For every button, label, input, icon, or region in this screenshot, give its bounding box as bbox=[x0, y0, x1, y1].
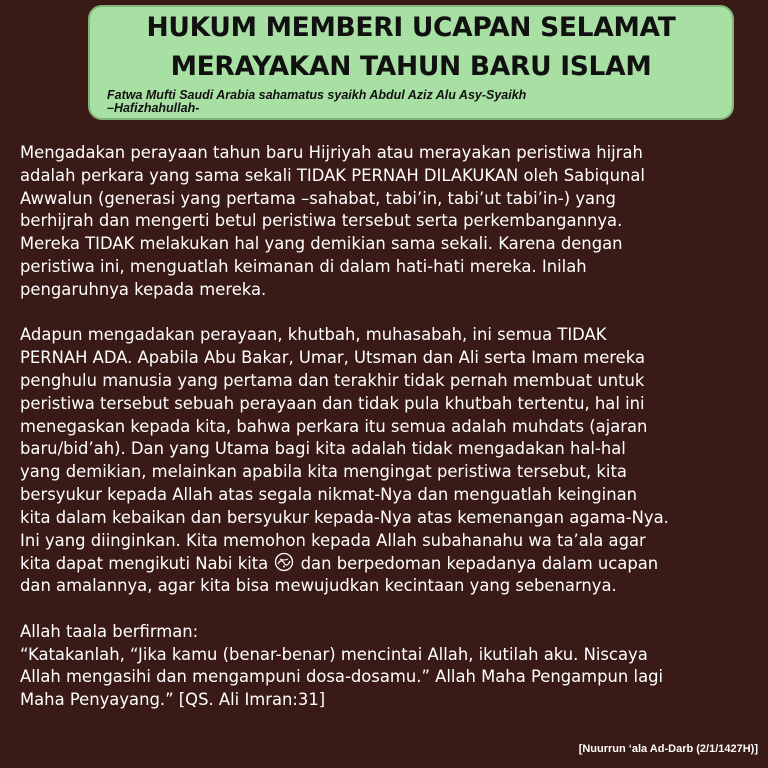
text-line: peristiwa ini, menguatlah keimanan di dalam hati-hati mereka. Inilah bbox=[20, 256, 587, 276]
text-line: Maha Penyayang.” [QS. Ali Imran:31] bbox=[20, 690, 326, 710]
text-line: bersyukur kepada Allah atas segala nikmat-Nya dan menguatlah keinginan bbox=[20, 484, 638, 504]
fatwa-attribution bbox=[107, 89, 727, 119]
source-citation: [Nuurrun ‘ala Ad-Darb (2/1/1427H)] bbox=[578, 743, 758, 755]
text-line: PERNAH ADA. Apabila Abu Bakar, Umar, Utsman dan Ali serta Imam mereka bbox=[20, 348, 646, 368]
paragraph-gap bbox=[20, 302, 752, 325]
text-line: kita dalam kebaikan dan bersyukur kepada-Nya atas kemenangan agama-Nya. bbox=[20, 507, 669, 527]
paragraph-3-quran-quote bbox=[20, 621, 752, 712]
text-line: pengaruhnya kepada mereka. bbox=[20, 279, 267, 299]
text-segment: dan berpedoman kepadanya dalam ucapan bbox=[300, 554, 659, 574]
text-line: Mengadakan perayaan tahun baru Hijriyah atau merayakan peristiwa hijrah bbox=[20, 143, 643, 162]
title-line-1: HUKUM MEMBERI UCAPAN SELAMAT bbox=[146, 12, 676, 43]
text-line: penghulu manusia yang pertama dan terakhir tidak pernah membuat untuk bbox=[20, 370, 645, 390]
paragraph-1 bbox=[20, 142, 752, 302]
text-line: adalah perkara yang sama sekali TIDAK PERNAH DILAKUKAN oleh Sabiqunal bbox=[20, 165, 645, 185]
salawat-calligraphy-icon bbox=[273, 552, 295, 572]
subtitle-line-2: –Hafizhahullah- bbox=[107, 101, 200, 115]
text-line: peristiwa tersebut sebuah perayaan dan tidak pula khutbah tertentu, hal ini bbox=[20, 393, 645, 413]
title-line-2: MERAYAKAN TAHUN BARU ISLAM bbox=[170, 51, 652, 82]
text-line: berhijrah dan mengerti betul peristiwa tersebut serta perkembangannya. bbox=[20, 211, 623, 231]
paragraph-gap bbox=[20, 598, 752, 621]
title-banner bbox=[88, 5, 734, 120]
paragraph-2 bbox=[20, 324, 752, 598]
text-line-with-saw bbox=[20, 552, 752, 575]
text-segment: kita dapat mengikuti Nabi kita bbox=[20, 554, 269, 574]
subtitle-line-1: Fatwa Mufti Saudi Arabia sahamatus syaikh Abdul Aziz Alu Asy-Syaikh bbox=[107, 89, 527, 102]
text-line: Awwalun (generasi yang pertama –sahabat, tabi’in, tabi’ut tabi’in-) yang bbox=[20, 188, 616, 208]
text-line: Adapun mengadakan perayaan, khutbah, muhasabah, ini semua TIDAK bbox=[20, 325, 607, 345]
text-line: baru/bid’ah). Dan yang Utama bagi kita adalah tidak mengadakan hal-hal bbox=[20, 439, 626, 459]
text-line: Allah taala berfirman: bbox=[20, 621, 199, 641]
text-line: menegaskan kepada kita, bahwa perkara itu semua adalah muhdats (ajaran bbox=[20, 416, 648, 436]
text-line: Allah mengasihi dan mengampuni dosa-dosamu.” Allah Maha Pengampun lagi bbox=[20, 667, 664, 687]
text-line: yang demikian, melainkan apabila kita mengingat peristiwa tersebut, kita bbox=[20, 462, 627, 482]
text-line: dan amalannya, agar kita bisa mewujudkan kecintaan yang sebenarnya. bbox=[20, 576, 617, 596]
text-line: “Katakanlah, “Jika kamu (benar-benar) mencintai Allah, ikutilah aku. Niscaya bbox=[20, 644, 648, 664]
text-line: Mereka TIDAK melakukan hal yang demikian sama sekali. Karena dengan bbox=[20, 234, 623, 254]
text-line: Ini yang diinginkan. Kita memohon kepada Allah subahanahu wa ta’ala agar bbox=[20, 530, 646, 550]
article-body bbox=[20, 142, 752, 712]
